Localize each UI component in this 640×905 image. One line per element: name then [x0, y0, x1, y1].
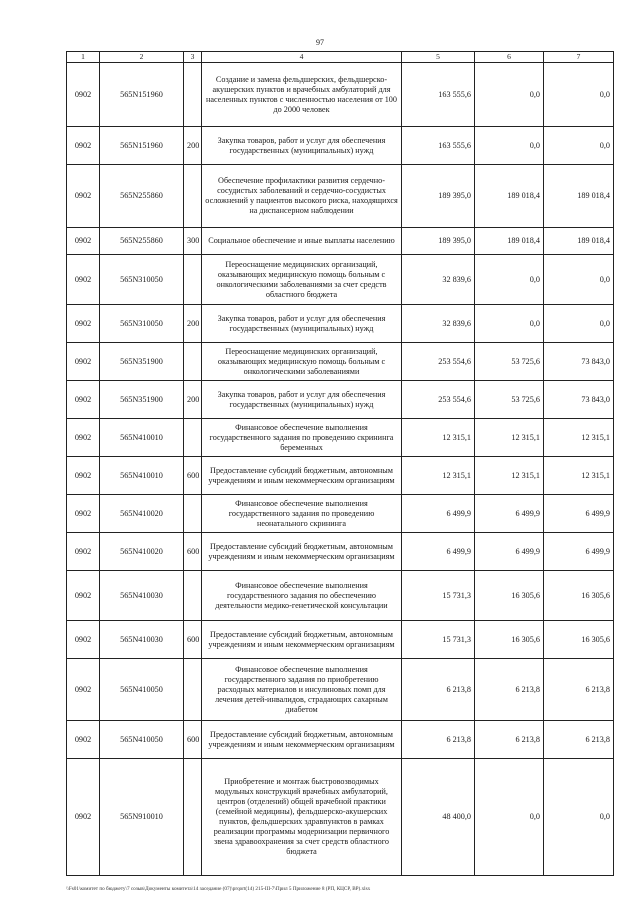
amount-col6: 16 305,6	[475, 571, 544, 621]
header-row	[67, 52, 614, 63]
col-header-1: 1	[67, 52, 100, 63]
table-row	[67, 621, 614, 659]
amount-col5: 253 554,6	[402, 381, 475, 419]
amount-col6: 12 315,1	[475, 457, 544, 495]
amount-col7: 0,0	[544, 759, 614, 876]
section-code: 0902	[67, 255, 100, 305]
amount-col5: 189 395,0	[402, 165, 475, 228]
section-code: 0902	[67, 228, 100, 255]
amount-col7: 189 018,4	[544, 165, 614, 228]
section-code: 0902	[67, 343, 100, 381]
amount-col6: 189 018,4	[475, 228, 544, 255]
target-article-code: 565N410010	[100, 419, 184, 457]
table-row	[67, 381, 614, 419]
expense-type-code: 600	[184, 721, 202, 759]
target-article-code: 565N410050	[100, 659, 184, 721]
expense-type-code	[184, 495, 202, 533]
target-article-code: 565N410020	[100, 495, 184, 533]
table-row	[67, 759, 614, 876]
col-header-3: 3	[184, 52, 202, 63]
section-code: 0902	[67, 495, 100, 533]
amount-col7: 0,0	[544, 305, 614, 343]
table-row	[67, 63, 614, 127]
amount-col7: 12 315,1	[544, 419, 614, 457]
table-row	[67, 419, 614, 457]
table-row	[67, 228, 614, 255]
row-name: Предоставление субсидий бюджетным, автономным учреждениям и иным некоммерческим организациям	[202, 457, 402, 495]
file-path-footer: \\Fs01\комитет по бюджету\7 созыв\Документы комитета\14 заседание (07)\prqort(14) 215-III-7\Прил 5 Приложение 8 (РП, КЦСР, ВР).xlsx	[66, 886, 371, 892]
row-name: Переоснащение медицинских организаций, оказывающих медицинскую помощь больным с онкологическими заболеваниями за счет средств областного бюджета	[202, 255, 402, 305]
expense-type-code: 600	[184, 533, 202, 571]
amount-col7: 6 499,9	[544, 495, 614, 533]
amount-col6: 0,0	[475, 759, 544, 876]
amount-col6: 0,0	[475, 305, 544, 343]
expense-type-code	[184, 165, 202, 228]
row-name: Финансовое обеспечение выполнения государственного задания по проведению неонатального скрининга	[202, 495, 402, 533]
target-article-code: 565N410020	[100, 533, 184, 571]
table-row	[67, 495, 614, 533]
col-header-2: 2	[100, 52, 184, 63]
expense-type-code: 600	[184, 621, 202, 659]
table-row	[67, 165, 614, 228]
amount-col7: 16 305,6	[544, 571, 614, 621]
amount-col5: 15 731,3	[402, 571, 475, 621]
amount-col6: 16 305,6	[475, 621, 544, 659]
amount-col6: 6 213,8	[475, 659, 544, 721]
amount-col5: 32 839,6	[402, 305, 475, 343]
amount-col5: 253 554,6	[402, 343, 475, 381]
amount-col7: 6 213,8	[544, 721, 614, 759]
amount-col5: 48 400,0	[402, 759, 475, 876]
col-header-5: 5	[402, 52, 475, 63]
section-code: 0902	[67, 533, 100, 571]
amount-col5: 6 499,9	[402, 533, 475, 571]
expense-type-code	[184, 63, 202, 127]
amount-col5: 163 555,6	[402, 63, 475, 127]
amount-col5: 6 213,8	[402, 721, 475, 759]
amount-col6: 12 315,1	[475, 419, 544, 457]
expense-type-code: 200	[184, 127, 202, 165]
section-code: 0902	[67, 165, 100, 228]
col-header-7: 7	[544, 52, 614, 63]
expense-type-code: 300	[184, 228, 202, 255]
row-name: Закупка товаров, работ и услуг для обеспечения государственных (муниципальных) нужд	[202, 381, 402, 419]
row-name: Предоставление субсидий бюджетным, автономным учреждениям и иным некоммерческим организациям	[202, 721, 402, 759]
section-code: 0902	[67, 305, 100, 343]
row-name: Финансовое обеспечение выполнения государственного задания по приобретению расходных материалов и инсулиновых помп для лечения детей-инвалидов, страдающих сахарным диабетом	[202, 659, 402, 721]
amount-col7: 189 018,4	[544, 228, 614, 255]
row-name: Закупка товаров, работ и услуг для обеспечения государственных (муниципальных) нужд	[202, 305, 402, 343]
table-row	[67, 457, 614, 495]
amount-col6: 0,0	[475, 127, 544, 165]
amount-col6: 0,0	[475, 63, 544, 127]
page-number: 97	[316, 38, 324, 47]
target-article-code: 565N151960	[100, 63, 184, 127]
table-row	[67, 533, 614, 571]
amount-col5: 15 731,3	[402, 621, 475, 659]
table-row	[67, 343, 614, 381]
expense-type-code	[184, 759, 202, 876]
target-article-code: 565N410010	[100, 457, 184, 495]
section-code: 0902	[67, 457, 100, 495]
target-article-code: 565N151960	[100, 127, 184, 165]
table-row	[67, 659, 614, 721]
row-name: Финансовое обеспечение выполнения государственного задания по проведению скрининга беременных	[202, 419, 402, 457]
target-article-code: 565N255860	[100, 165, 184, 228]
target-article-code: 565N255860	[100, 228, 184, 255]
amount-col6: 53 725,6	[475, 343, 544, 381]
expense-type-code	[184, 659, 202, 721]
expense-type-code: 200	[184, 305, 202, 343]
row-name: Обеспечение профилактики развития сердечно-сосудистых заболеваний и сердечно-сосудистых осложнений у пациентов высокого риска, находящихся на диспансерном наблюдении	[202, 165, 402, 228]
table-row	[67, 127, 614, 165]
row-name: Переоснащение медицинских организаций, оказывающих медицинскую помощь больным с онкологическими заболеваниями	[202, 343, 402, 381]
amount-col5: 189 395,0	[402, 228, 475, 255]
budget-table	[66, 51, 614, 876]
table-row	[67, 721, 614, 759]
row-name: Создание и замена фельдшерских, фельдшерско-акушерских пунктов и врачебных амбулаторий для населенных пунктов с численностью населения от 100 до 2000 человек	[202, 63, 402, 127]
amount-col5: 12 315,1	[402, 419, 475, 457]
col-header-4: 4	[202, 52, 402, 63]
section-code: 0902	[67, 571, 100, 621]
amount-col5: 6 213,8	[402, 659, 475, 721]
amount-col7: 12 315,1	[544, 457, 614, 495]
amount-col6: 6 499,9	[475, 495, 544, 533]
section-code: 0902	[67, 621, 100, 659]
amount-col6: 189 018,4	[475, 165, 544, 228]
table-row	[67, 305, 614, 343]
amount-col7: 0,0	[544, 63, 614, 127]
row-name: Предоставление субсидий бюджетным, автономным учреждениям и иным некоммерческим организациям	[202, 621, 402, 659]
expense-type-code	[184, 343, 202, 381]
target-article-code: 565N351900	[100, 343, 184, 381]
section-code: 0902	[67, 759, 100, 876]
row-name: Финансовое обеспечение выполнения государственного задания по обеспечению деятельности медико-генетической консультации	[202, 571, 402, 621]
amount-col5: 32 839,6	[402, 255, 475, 305]
row-name: Предоставление субсидий бюджетным, автономным учреждениям и иным некоммерческим организациям	[202, 533, 402, 571]
target-article-code: 565N910010	[100, 759, 184, 876]
row-name: Закупка товаров, работ и услуг для обеспечения государственных (муниципальных) нужд	[202, 127, 402, 165]
amount-col5: 6 499,9	[402, 495, 475, 533]
table-row	[67, 571, 614, 621]
target-article-code: 565N310050	[100, 305, 184, 343]
target-article-code: 565N410030	[100, 621, 184, 659]
target-article-code: 565N410050	[100, 721, 184, 759]
expense-type-code	[184, 571, 202, 621]
expense-type-code	[184, 255, 202, 305]
amount-col7: 0,0	[544, 255, 614, 305]
target-article-code: 565N410030	[100, 571, 184, 621]
expense-type-code: 600	[184, 457, 202, 495]
expense-type-code: 200	[184, 381, 202, 419]
amount-col7: 6 499,9	[544, 533, 614, 571]
section-code: 0902	[67, 127, 100, 165]
expense-type-code	[184, 419, 202, 457]
section-code: 0902	[67, 659, 100, 721]
amount-col7: 73 843,0	[544, 381, 614, 419]
amount-col7: 16 305,6	[544, 621, 614, 659]
amount-col6: 6 499,9	[475, 533, 544, 571]
section-code: 0902	[67, 63, 100, 127]
table-row	[67, 255, 614, 305]
target-article-code: 565N310050	[100, 255, 184, 305]
row-name: Приобретение и монтаж быстровозводимых модульных конструкций врачебных амбулаторий, центров (отделений) общей врачебной практики (семейной медицины), фельдшерско-акушерских пунктов, фельдшерских здравпунктов в рамках реализации программы модернизации первичного звена здравоохранения за счет средств областного бюджета	[202, 759, 402, 876]
section-code: 0902	[67, 419, 100, 457]
col-header-6: 6	[475, 52, 544, 63]
amount-col6: 53 725,6	[475, 381, 544, 419]
amount-col7: 0,0	[544, 127, 614, 165]
amount-col5: 163 555,6	[402, 127, 475, 165]
section-code: 0902	[67, 381, 100, 419]
amount-col6: 0,0	[475, 255, 544, 305]
amount-col7: 6 213,8	[544, 659, 614, 721]
section-code: 0902	[67, 721, 100, 759]
row-name: Социальное обеспечение и иные выплаты населению	[202, 228, 402, 255]
amount-col6: 6 213,8	[475, 721, 544, 759]
amount-col5: 12 315,1	[402, 457, 475, 495]
target-article-code: 565N351900	[100, 381, 184, 419]
amount-col7: 73 843,0	[544, 343, 614, 381]
